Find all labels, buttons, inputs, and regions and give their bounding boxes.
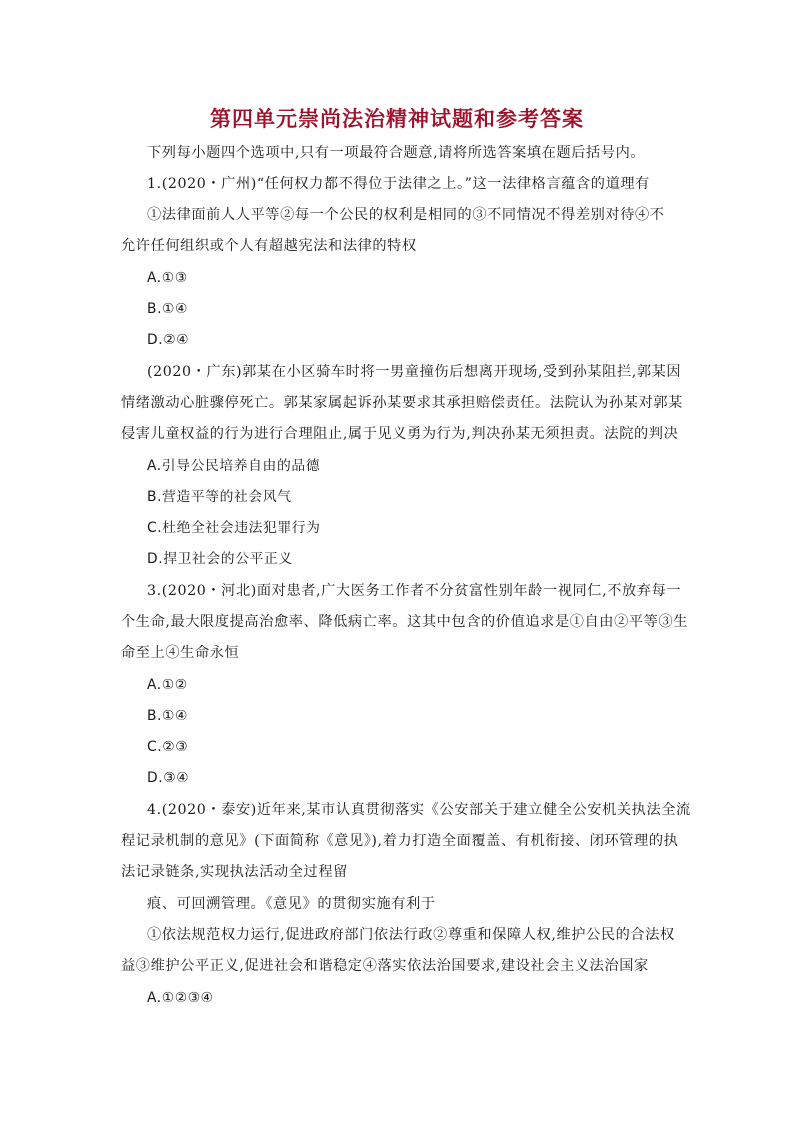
- page-title: 第四单元崇尚法治精神试题和参考答案: [210, 106, 584, 131]
- question-2-stem-cont-1: 情绪激动心脏骤停死亡。郭某家属起诉孙某要求其承担赔偿责任。法院认为孙某对郭某: [121, 395, 683, 411]
- question-3-option-c: C.②③: [147, 739, 189, 755]
- question-2-option-b: B.营造平等的社会风气: [147, 489, 292, 505]
- question-1-statements-cont: 允许任何组织或个人有超越宪法和法律的特权: [121, 238, 417, 254]
- question-3-option-d: D.③④: [147, 770, 190, 786]
- question-4-stem: 4.(2020・泰安)近年来,某市认真贯彻落实《公安部关于建立健全公安机关执法全流: [147, 802, 691, 818]
- question-3-option-a: A.①②: [147, 677, 188, 693]
- question-2-stem: (2020・广东)郭某在小区骑车时将一男童撞伤后想离开现场,受到孙某阻拦,郭某因: [147, 364, 682, 380]
- question-4-statements: ①依法规范权力运行,促进政府部门依法行政②尊重和保障人权,维护公民的合法权: [147, 927, 675, 943]
- question-1-stem: 1.(2020・广州)“任何权力都不得位于法律之上。”这一法律格言蕴含的道理有: [147, 176, 650, 192]
- question-1-option-d: D.②④: [147, 332, 190, 348]
- question-1-option-a: A.①③: [147, 270, 188, 286]
- question-3-stem: 3.(2020・河北)面对患者,广大医务工作者不分贫富性别年龄一视同仁,不放弃每一: [147, 583, 682, 599]
- question-3-stem-cont-1: 个生命,最大限度提高治愈率、降低病亡率。这其中包含的价值追求是①自由②平等③生: [121, 614, 689, 630]
- question-2-option-c: C.杜绝全社会违法犯罪行为: [147, 520, 321, 536]
- question-2-stem-cont-2: 侵害儿童权益的行为进行合理阻止,属于见义勇为行为,判决孙某无须担责。法院的判决: [121, 426, 679, 442]
- question-1-statements: ①法律面前人人平等②每一个公民的权利是相同的③不同情况不得差别对待④不: [147, 207, 665, 223]
- question-3-option-b: B.①④: [147, 708, 188, 724]
- question-2-option-d: D.捍卫社会的公平正义: [147, 551, 293, 567]
- instruction-text: 下列每小题四个选项中,只有一项最符合题意,请将所选答案填在题后括号内。: [147, 145, 646, 161]
- question-4-stem-cont-1: 程记录机制的意见》(下面简称《意见》),着力打造全面覆盖、有机衔接、闭环管理的执: [121, 833, 679, 849]
- question-4-stem-cont-2: 法记录链条,实现执法活动全过程留: [121, 864, 348, 880]
- question-2-option-a: A.引导公民培养自由的品德: [147, 458, 321, 474]
- question-3-stem-cont-2: 命至上④生命永恒: [121, 645, 240, 661]
- question-1-option-b: B.①④: [147, 301, 188, 317]
- question-4-option-a: A.①②③④: [147, 990, 214, 1006]
- question-4-stem-cont-3: 痕、可回溯管理。《意见》的贯彻实施有利于: [147, 896, 436, 912]
- question-4-statements-cont: 益③维护公平正义,促进社会和谐稳定④落实依法治国要求,建设社会主义法治国家: [121, 958, 649, 974]
